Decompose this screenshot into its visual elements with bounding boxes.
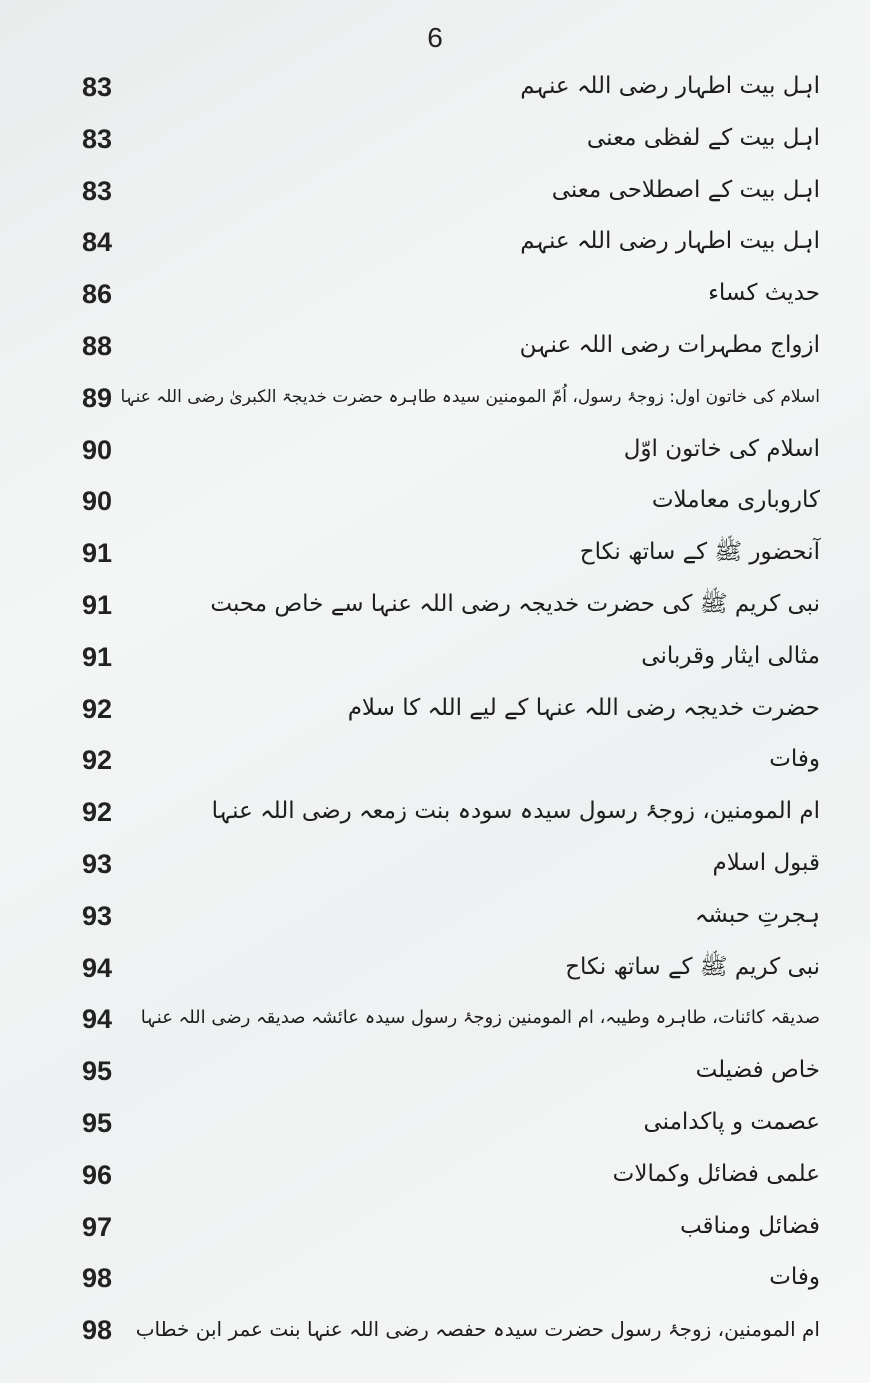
toc-entry bbox=[0, 994, 870, 1046]
toc-page-number: 95 bbox=[81, 1107, 112, 1138]
toc-entry bbox=[0, 1305, 870, 1357]
toc-title: صدیقہ کائنات، طاہرہ وطیبہ، ام المومنین زوجۂ رسول سیدہ عائشہ صدیقہ رضی اللہ عنہا bbox=[140, 1007, 820, 1029]
toc-page-number: 95 bbox=[81, 1056, 112, 1087]
toc-page-number: 92 bbox=[81, 797, 112, 828]
toc-title: اہل بیت کے لفظی معنی bbox=[586, 124, 820, 151]
toc-title: ہجرتِ حبشہ bbox=[694, 901, 820, 928]
toc-title: نبی کریم ﷺ کی حضرت خدیجہ رضی اللہ عنہا سے خاص محبت bbox=[210, 590, 820, 617]
toc-page-number: 92 bbox=[81, 745, 112, 776]
toc-entry bbox=[0, 891, 870, 943]
toc-page-number: 83 bbox=[81, 175, 112, 206]
toc-title: عصمت و پاکدامنی bbox=[643, 1108, 820, 1135]
toc-page-number: 83 bbox=[81, 123, 112, 154]
toc-title: اہل بیت اطہار رضی اللہ عنہم bbox=[520, 73, 820, 99]
toc-entry bbox=[0, 166, 870, 218]
toc-title: اسلام کی خاتون اول: زوجۂ رسول، اُمّ المومنین سیدہ طاہرہ حضرت خدیجۃ الکبریٰ رضی اللہ عنہا bbox=[120, 386, 820, 407]
toc-entry bbox=[0, 684, 870, 736]
toc-title: مثالی ایثار وقربانی bbox=[641, 642, 820, 669]
toc-page-number: 89 bbox=[81, 382, 112, 413]
toc-title: حدیث کساء bbox=[708, 280, 820, 307]
toc-title: وفات bbox=[769, 1264, 820, 1291]
toc-title: ام المومنین، زوجۂ رسول حضرت سیدہ حفصہ رضی اللہ عنہا بنت عمر ابن خطاب bbox=[135, 1317, 820, 1342]
toc-entry bbox=[0, 787, 870, 839]
toc-page-number: 83 bbox=[81, 72, 112, 102]
toc-entry bbox=[0, 943, 870, 995]
toc-title: نبی کریم ﷺ کے ساتھ نکاح bbox=[565, 953, 820, 980]
toc-entry bbox=[0, 62, 870, 114]
toc-entry bbox=[0, 839, 870, 891]
toc-entry bbox=[0, 373, 870, 425]
toc-page-number: 90 bbox=[81, 486, 112, 517]
toc-page-number: 96 bbox=[81, 1159, 112, 1190]
toc-title: علمی فضائل وکمالات bbox=[612, 1160, 820, 1187]
toc-title: اہل بیت اطہار رضی اللہ عنہم bbox=[520, 228, 820, 255]
toc-page-number: 98 bbox=[81, 1315, 112, 1346]
toc-page-number: 91 bbox=[81, 589, 112, 620]
toc-entry bbox=[0, 632, 870, 684]
toc-page-number: 98 bbox=[81, 1263, 112, 1294]
toc-entry bbox=[0, 321, 870, 373]
toc-title: ازواج مطہرات رضی اللہ عنہن bbox=[519, 331, 820, 358]
toc-page-number: 88 bbox=[81, 330, 112, 361]
toc-entry bbox=[0, 1098, 870, 1150]
toc-title: قبول اسلام bbox=[712, 849, 820, 876]
toc-page-number: 97 bbox=[81, 1211, 112, 1242]
toc-entry bbox=[0, 425, 870, 477]
toc-title: ام المومنین، زوجۂ رسول سیدہ سودہ بنت زمعہ رضی اللہ عنہا bbox=[211, 798, 820, 825]
toc-entry bbox=[0, 580, 870, 632]
toc-page-number: 92 bbox=[81, 693, 112, 724]
toc-title: اہل بیت کے اصطلاحی معنی bbox=[551, 176, 820, 203]
toc-page-number: 93 bbox=[81, 848, 112, 879]
toc-entry bbox=[0, 476, 870, 528]
toc-entry bbox=[0, 269, 870, 321]
page-number: 6 bbox=[427, 22, 443, 53]
toc-entry bbox=[0, 217, 870, 269]
toc-page-number: 90 bbox=[81, 434, 112, 465]
toc-title: فضائل ومناقب bbox=[679, 1212, 820, 1239]
toc-page-number: 94 bbox=[81, 1004, 112, 1035]
table-of-contents bbox=[0, 62, 870, 1357]
toc-title: آنحضور ﷺ کے ساتھ نکاح bbox=[579, 539, 820, 566]
toc-page-number: 94 bbox=[81, 952, 112, 983]
toc-title: حضرت خدیجہ رضی اللہ عنہا کے لیے اللہ کا سلام bbox=[347, 694, 820, 721]
toc-page-number: 91 bbox=[81, 538, 112, 569]
toc-entry bbox=[0, 1046, 870, 1098]
toc-entry bbox=[0, 114, 870, 166]
toc-entry bbox=[0, 735, 870, 787]
toc-page-number: 91 bbox=[81, 641, 112, 672]
toc-entry bbox=[0, 1202, 870, 1254]
toc-entry bbox=[0, 1253, 870, 1305]
toc-title: وفات bbox=[769, 746, 820, 773]
toc-page-number: 86 bbox=[81, 279, 112, 310]
toc-entry bbox=[0, 1150, 870, 1202]
toc-title: خاص فضیلت bbox=[695, 1057, 820, 1084]
toc-title: کاروباری معاملات bbox=[651, 487, 820, 514]
toc-page-number: 84 bbox=[81, 227, 112, 258]
toc-entry bbox=[0, 528, 870, 580]
toc-page-number: 93 bbox=[81, 900, 112, 931]
toc-title: اسلام کی خاتون اوّل bbox=[623, 435, 820, 462]
